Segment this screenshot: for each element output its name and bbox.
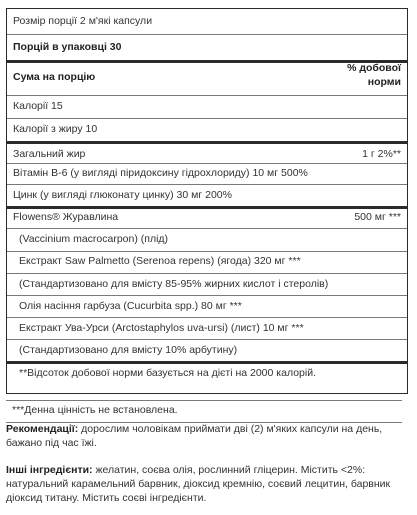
recommendations-text: дорослим чоловікам приймати дві (2) м'яких капсули на день, бажано під час їжі.: [6, 423, 383, 449]
daily-value-header-line1: % добової: [347, 62, 401, 74]
daily-value-header-line2: норми: [367, 76, 401, 88]
calories-from-fat-row: Калорії з жиру 10: [13, 123, 98, 135]
vitamin-b6-row: Вітамін В-6 (у вигляді піридоксину гідрохлориду) 10 мг 500%: [13, 167, 308, 179]
other-ingredients-text: желатин, соєва олія, рослинний гліцерин. Містить <2%: натуральний карамельний барвник, діоксид кремнію, соєвий лецитин, барвник діоксид титану. Містить соєві інгредієнти.: [6, 464, 391, 504]
recommendations-title: Рекомендації:: [6, 423, 79, 435]
supplement-facts-panel: [6, 8, 408, 394]
serving-size: Розмір порції 2 м'які капсули: [13, 15, 153, 27]
total-fat-label: Загальний жир: [13, 148, 86, 160]
divider: [7, 95, 407, 96]
divider: [7, 184, 407, 185]
divider-thick: [7, 361, 407, 364]
vaccinium-row: (Vaccinium macrocarpon) (плід): [19, 233, 169, 245]
saw-palmetto-standardized-row: (Стандартизовано для вмісту 85-95% жирних кислот і стеролів): [19, 278, 329, 290]
zinc-row: Цинк (у вигляді глюконату цинку) 30 мг 200%: [13, 189, 232, 201]
divider: [7, 163, 407, 164]
divider-thick: [7, 206, 407, 209]
uva-ursi-standardized-row: (Стандартизовано для вмісту 10% арбутину): [19, 344, 238, 356]
other-ingredients-title: Інші інгредієнти:: [6, 464, 93, 476]
other-ingredients-block: [6, 463, 411, 505]
divider: [7, 295, 407, 296]
divider: [7, 273, 407, 274]
total-fat-value: 1 г 2%**: [362, 148, 401, 160]
divider: [7, 317, 407, 318]
flowens-label: Flowens® Журавлина: [13, 211, 119, 223]
daily-value-footnote: **Відсоток добової норми базується на дієті на 2000 калорій.: [19, 367, 316, 379]
divider: [6, 400, 402, 402]
amount-per-serving-header: Сума на порцію: [13, 71, 96, 83]
divider: [7, 228, 407, 229]
daily-value-not-established: ***Денна цінність не встановлена.: [12, 404, 178, 416]
divider-thick: [7, 141, 407, 144]
divider: [7, 339, 407, 340]
divider: [7, 118, 407, 119]
calories-row: Калорії 15: [13, 100, 63, 112]
pumpkin-seed-oil-row: Олія насіння гарбуза (Cucurbita spp.) 80 мг ***: [19, 300, 242, 312]
servings-per-container: Порцій в упаковці 30: [13, 41, 122, 53]
flowens-value: 500 мг ***: [354, 211, 401, 223]
saw-palmetto-row: Екстракт Saw Palmetto (Serenoa repens) (ягода) 320 мг ***: [19, 255, 301, 267]
recommendations-block: [6, 422, 411, 450]
divider: [7, 251, 407, 252]
divider: [7, 34, 407, 35]
uva-ursi-row: Екстракт Ува-Урси (Arctostaphylos uva-ursi) (лист) 10 мг ***: [19, 322, 304, 334]
